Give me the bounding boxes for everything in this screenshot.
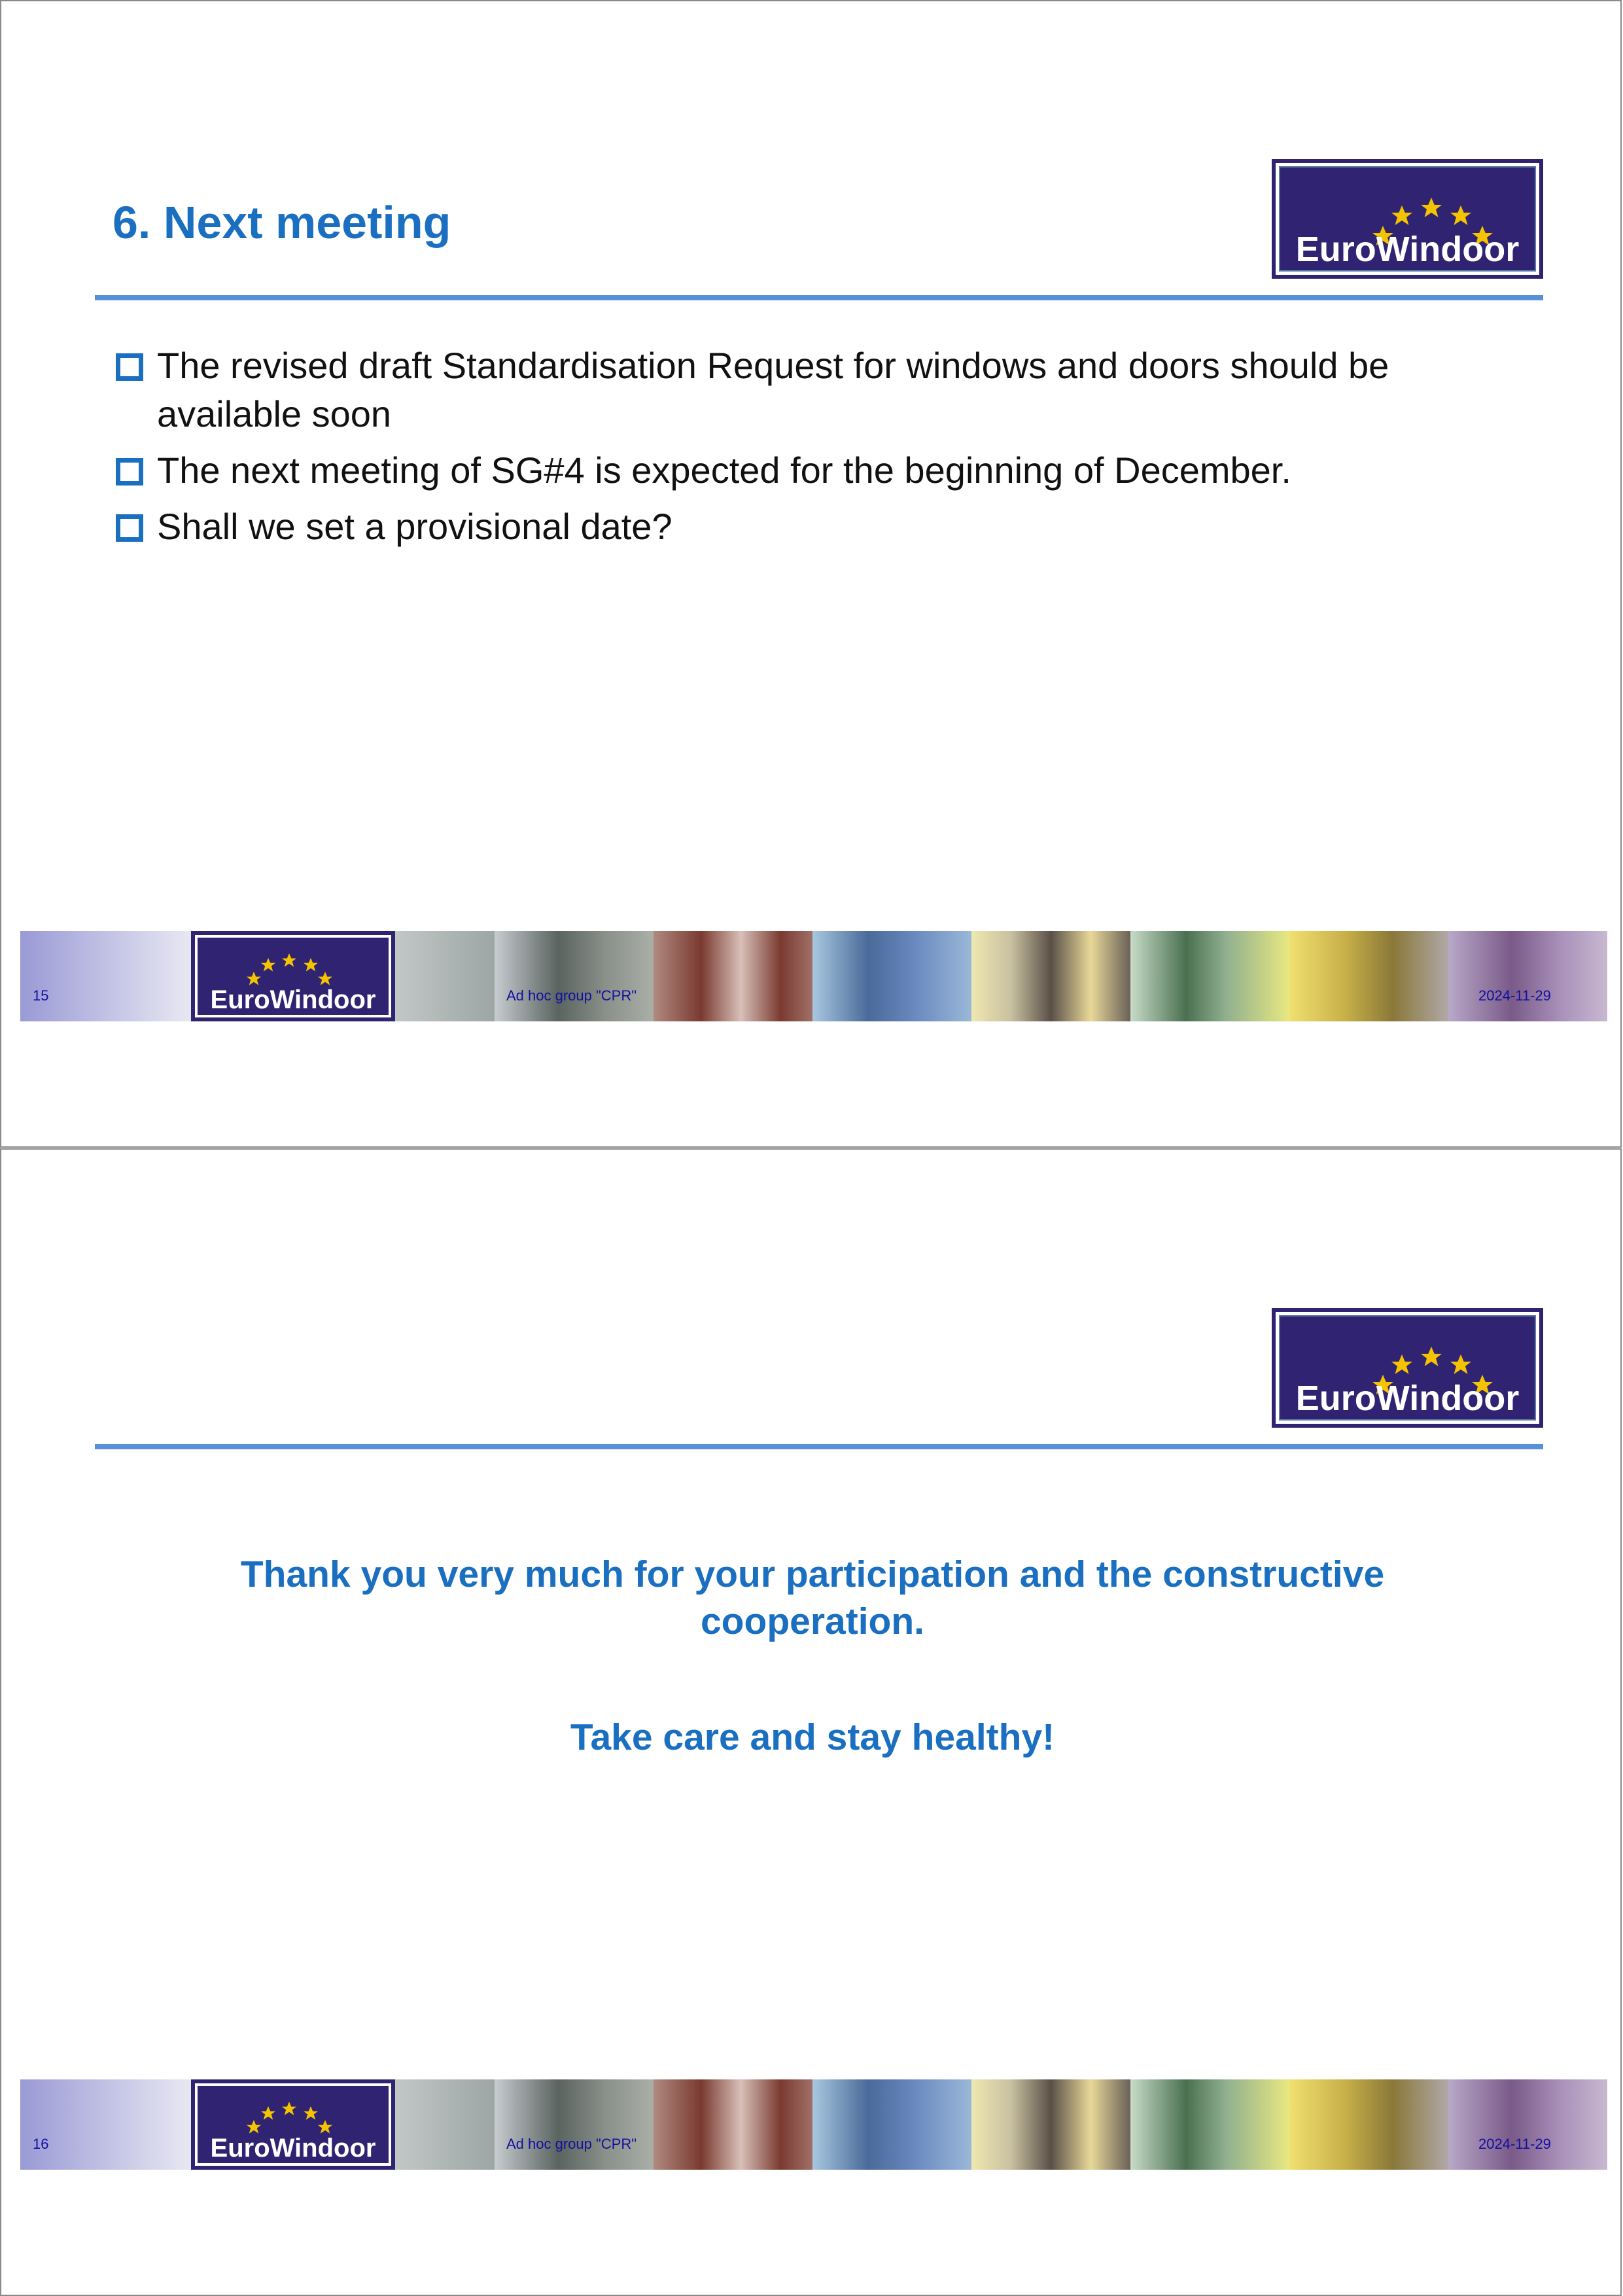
square-bullet-icon [116,514,143,542]
footer-group: Ad hoc group "CPR" [506,2136,637,2152]
page-number: 16 [33,2136,49,2152]
bullet-list [116,342,1522,559]
eurowindoor-logo [1272,159,1543,279]
banknote-strip [1448,2079,1607,2170]
banknote-strip [495,2079,654,2170]
banknote-strip [654,931,812,1021]
list-item: The next meeting of SG#4 is expected for the beginning of December. [116,446,1522,495]
slide-footer [20,2079,1607,2170]
title-divider [95,295,1543,300]
logo-text: EuroWindoor [1295,230,1520,269]
banknote-strip [1289,2079,1448,2170]
closing-text: Take care and stay healthy! [570,1716,1055,1758]
footer-group: Ad hoc group "CPR" [506,987,637,1004]
banknote-strip [495,931,654,1021]
banknote-strip [654,2079,812,2170]
footer-logo [191,2079,395,2170]
footer-logo [191,931,395,1021]
banknote-strip [1289,931,1448,1021]
logo-text: EuroWindoor [210,2134,376,2163]
slide-footer [20,931,1607,1021]
footer-date: 2024-11-29 [1478,987,1551,1004]
list-item: Shall we set a provisional date? [116,503,1522,551]
banknote-strip [971,2079,1130,2170]
banknote-strip [1448,931,1607,1021]
banknote-strip [1130,2079,1289,2170]
slide-title: 6. Next meeting [113,197,451,248]
slide-16 [0,1148,1622,2296]
banknote-strip [971,931,1130,1021]
square-bullet-icon [116,353,143,381]
square-bullet-icon [116,458,143,486]
title-divider [95,1444,1543,1449]
logo-text: EuroWindoor [210,985,376,1014]
banknote-strip [812,2079,971,2170]
page-number: 15 [33,987,49,1004]
thank-you-text: Thank you very much for your participation and the constructive cooperation. [240,1553,1385,1642]
banknote-strip [812,931,971,1021]
footer-date: 2024-11-29 [1478,2136,1551,2152]
eurowindoor-logo [1272,1308,1543,1428]
logo-text: EuroWindoor [1295,1379,1520,1418]
banknote-strip [1130,931,1289,1021]
list-item: The revised draft Standardisation Request for windows and doors should be available soon [116,342,1522,438]
slide-15 [0,0,1622,1148]
